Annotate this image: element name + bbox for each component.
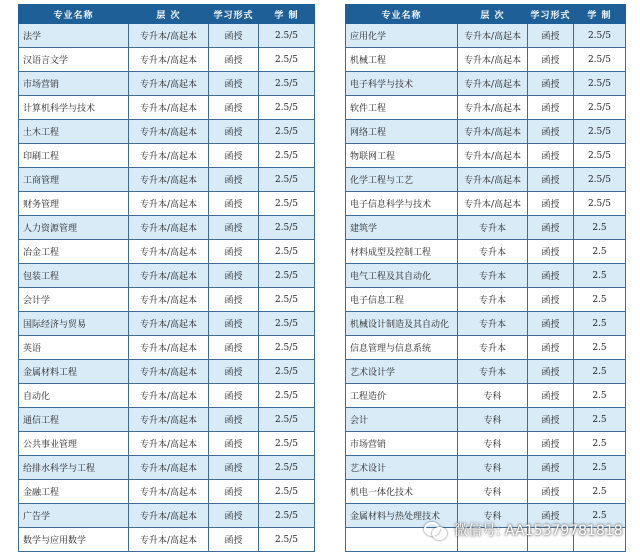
duration-cell: 2.5: [574, 456, 626, 480]
level-cell: 专科: [458, 504, 528, 528]
table-row: [19, 336, 315, 360]
major-name-cell: 会计学: [19, 288, 129, 312]
level-cell: 专升本/高起本: [129, 240, 209, 264]
duration-cell: 2.5/5: [574, 72, 626, 96]
level-cell: 专升本/高起本: [129, 96, 209, 120]
study-form-cell: 函授: [528, 216, 574, 240]
level-cell: 专升本: [458, 216, 528, 240]
header-level: 层 次: [129, 5, 209, 24]
duration-cell: 2.5/5: [259, 360, 315, 384]
duration-cell: 2.5/5: [259, 216, 315, 240]
study-form-cell: 函授: [209, 336, 259, 360]
duration-cell: 2.5: [574, 240, 626, 264]
header-duration: 学 制: [259, 5, 315, 24]
study-form-cell: 函授: [209, 216, 259, 240]
duration-cell: 2.5/5: [574, 24, 626, 48]
study-form-cell: 函授: [209, 480, 259, 504]
major-name-cell: 通信工程: [19, 408, 129, 432]
major-name-cell: 艺术设计: [346, 456, 458, 480]
study-form-cell: 函授: [209, 432, 259, 456]
table-row: [19, 528, 315, 552]
major-name-cell: 电子信息科学与技术: [346, 192, 458, 216]
right-header-row: [346, 5, 626, 24]
table-row: [19, 408, 315, 432]
major-name-cell: 会计: [346, 408, 458, 432]
table-row: [19, 192, 315, 216]
table-row: [19, 144, 315, 168]
study-form-cell: 函授: [209, 24, 259, 48]
major-name-cell: 金属材料与热处理技术: [346, 504, 458, 528]
study-form-cell: 函授: [528, 408, 574, 432]
study-form-cell: 函授: [528, 360, 574, 384]
level-cell: 专升本/高起本: [129, 312, 209, 336]
watermark-text: 微信号: AA15379781818: [454, 523, 623, 539]
duration-cell: 2.5/5: [574, 192, 626, 216]
study-form-cell: 函授: [209, 96, 259, 120]
table-row: [346, 408, 626, 432]
major-name-cell: 公共事业管理: [19, 432, 129, 456]
level-cell: 专升本/高起本: [129, 384, 209, 408]
level-cell: 专升本/高起本: [129, 432, 209, 456]
table-row: [346, 456, 626, 480]
table-row: [346, 120, 626, 144]
major-name-cell: 机电一体化技术: [346, 480, 458, 504]
major-name-cell: 艺术设计学: [346, 360, 458, 384]
duration-cell: 2.5/5: [259, 240, 315, 264]
table-row: [19, 312, 315, 336]
study-form-cell: 函授: [528, 264, 574, 288]
level-cell: 专升本/高起本: [129, 216, 209, 240]
table-row: [346, 96, 626, 120]
major-name-cell: 国际经济与贸易: [19, 312, 129, 336]
major-name-cell: 建筑学: [346, 216, 458, 240]
major-name-cell: 计算机科学与技术: [19, 96, 129, 120]
table-row: [19, 432, 315, 456]
level-cell: 专升本/高起本: [458, 96, 528, 120]
study-form-cell: 函授: [209, 528, 259, 552]
study-form-cell: 函授: [209, 264, 259, 288]
study-form-cell: 函授: [209, 120, 259, 144]
duration-cell: 2.5: [574, 360, 626, 384]
table-row: [346, 192, 626, 216]
major-name-cell: 电子科学与技术: [346, 72, 458, 96]
major-name-cell: 机械工程: [346, 48, 458, 72]
table-row: [346, 336, 626, 360]
level-cell: 专科: [458, 480, 528, 504]
major-name-cell: 数学与应用数学: [19, 528, 129, 552]
duration-cell: 2.5/5: [259, 312, 315, 336]
level-cell: 专升本/高起本: [129, 504, 209, 528]
table-row: [346, 240, 626, 264]
study-form-cell: 函授: [528, 72, 574, 96]
table-row: [19, 24, 315, 48]
left-header-row: [19, 5, 315, 24]
level-cell: 专升本/高起本: [129, 72, 209, 96]
duration-cell: 2.5/5: [574, 168, 626, 192]
level-cell: 专升本/高起本: [129, 264, 209, 288]
duration-cell: 2.5/5: [259, 168, 315, 192]
duration-cell: 2.5: [574, 384, 626, 408]
duration-cell: 2.5: [574, 408, 626, 432]
duration-cell: 2.5/5: [259, 432, 315, 456]
level-cell: 专升本: [458, 240, 528, 264]
study-form-cell: 函授: [209, 240, 259, 264]
duration-cell: 2.5/5: [259, 120, 315, 144]
study-form-cell: 函授: [209, 312, 259, 336]
study-form-cell: 函授: [209, 144, 259, 168]
duration-cell: 2.5/5: [259, 192, 315, 216]
table-row: [19, 168, 315, 192]
level-cell: 专科: [458, 456, 528, 480]
table-row: [19, 240, 315, 264]
study-form-cell: 函授: [528, 120, 574, 144]
study-form-cell: 函授: [528, 96, 574, 120]
header-study-form: 学习形式: [528, 5, 574, 24]
level-cell: 专升本/高起本: [129, 480, 209, 504]
major-name-cell: 法学: [19, 24, 129, 48]
level-cell: 专升本/高起本: [458, 192, 528, 216]
study-form-cell: 函授: [209, 168, 259, 192]
level-cell: 专升本/高起本: [129, 120, 209, 144]
level-cell: 专升本/高起本: [458, 48, 528, 72]
study-form-cell: 函授: [528, 384, 574, 408]
major-name-cell: 金融工程: [19, 480, 129, 504]
table-row: [346, 312, 626, 336]
study-form-cell: 函授: [209, 192, 259, 216]
right-program-table: [345, 4, 626, 552]
table-row: [19, 384, 315, 408]
duration-cell: 2.5: [574, 480, 626, 504]
duration-cell: 2.5: [574, 312, 626, 336]
header-level: 层 次: [458, 5, 528, 24]
table-row: [19, 72, 315, 96]
table-row: [346, 216, 626, 240]
study-form-cell: 函授: [209, 504, 259, 528]
table-row: [19, 288, 315, 312]
table-row: [346, 480, 626, 504]
study-form-cell: 函授: [209, 384, 259, 408]
level-cell: 专升本/高起本: [458, 144, 528, 168]
major-name-cell: 包装工程: [19, 264, 129, 288]
level-cell: 专升本/高起本: [129, 528, 209, 552]
level-cell: 专升本/高起本: [129, 360, 209, 384]
study-form-cell: 函授: [528, 456, 574, 480]
major-name-cell: 物联网工程: [346, 144, 458, 168]
study-form-cell: 函授: [528, 144, 574, 168]
major-name-cell: 应用化学: [346, 24, 458, 48]
major-name-cell: 电气工程及其自动化: [346, 264, 458, 288]
major-name-cell: 电子信息工程: [346, 288, 458, 312]
duration-cell: 2.5/5: [259, 288, 315, 312]
study-form-cell: 函授: [528, 168, 574, 192]
study-form-cell: 函授: [209, 456, 259, 480]
level-cell: 专升本/高起本: [129, 48, 209, 72]
table-row: [346, 264, 626, 288]
duration-cell: 2.5/5: [574, 144, 626, 168]
level-cell: 专升本/高起本: [129, 288, 209, 312]
duration-cell: 2.5/5: [259, 264, 315, 288]
major-name-cell: 化学工程与工艺: [346, 168, 458, 192]
major-name-cell: 给排水科学与工程: [19, 456, 129, 480]
table-row: [19, 216, 315, 240]
level-cell: 专科: [458, 384, 528, 408]
study-form-cell: 函授: [209, 72, 259, 96]
table-row: [346, 168, 626, 192]
level-cell: 专升本: [458, 360, 528, 384]
study-form-cell: 函授: [528, 48, 574, 72]
table-row: [19, 96, 315, 120]
major-name-cell: 人力资源管理: [19, 216, 129, 240]
left-program-table: [18, 4, 315, 552]
level-cell: 专升本/高起本: [129, 24, 209, 48]
duration-cell: 2.5/5: [259, 72, 315, 96]
major-name-cell: 市场营销: [19, 72, 129, 96]
duration-cell: 2.5/5: [259, 384, 315, 408]
duration-cell: 2.5/5: [259, 48, 315, 72]
level-cell: 专升本/高起本: [129, 408, 209, 432]
major-name-cell: 金属材料工程: [19, 360, 129, 384]
major-name-cell: 自动化: [19, 384, 129, 408]
major-name-cell: 英语: [19, 336, 129, 360]
level-cell: 专升本/高起本: [129, 456, 209, 480]
study-form-cell: 函授: [528, 504, 574, 528]
study-form-cell: 函授: [528, 480, 574, 504]
header-study-form: 学习形式: [209, 5, 259, 24]
duration-cell: 2.5/5: [574, 96, 626, 120]
table-row: [19, 456, 315, 480]
duration-cell: 2.5/5: [259, 528, 315, 552]
major-name-cell: 冶金工程: [19, 240, 129, 264]
level-cell: 专升本/高起本: [129, 192, 209, 216]
table-row: [346, 384, 626, 408]
duration-cell: 2.5/5: [259, 480, 315, 504]
duration-cell: 2.5/5: [259, 336, 315, 360]
level-cell: 专升本/高起本: [129, 168, 209, 192]
major-name-cell: 网络工程: [346, 120, 458, 144]
duration-cell: 2.5/5: [259, 144, 315, 168]
duration-cell: 2.5: [574, 288, 626, 312]
duration-cell: 2.5/5: [259, 96, 315, 120]
table-row: [19, 480, 315, 504]
level-cell: 专升本/高起本: [458, 24, 528, 48]
header-duration: 学 制: [574, 5, 626, 24]
duration-cell: 2.5/5: [574, 120, 626, 144]
level-cell: 专升本: [458, 264, 528, 288]
table-row: [19, 360, 315, 384]
major-name-cell: 材料成型及控制工程: [346, 240, 458, 264]
header-major-name: 专业名称: [346, 5, 458, 24]
duration-cell: 2.5: [574, 216, 626, 240]
table-row: [346, 144, 626, 168]
level-cell: 专升本: [458, 288, 528, 312]
study-form-cell: 函授: [209, 408, 259, 432]
duration-cell: 2.5: [574, 336, 626, 360]
study-form-cell: 函授: [528, 312, 574, 336]
study-form-cell: 函授: [528, 24, 574, 48]
major-name-cell: 机械设计制造及其自动化: [346, 312, 458, 336]
table-row: [346, 48, 626, 72]
study-form-cell: 函授: [209, 360, 259, 384]
duration-cell: 2.5: [574, 432, 626, 456]
duration-cell: 2.5: [574, 264, 626, 288]
table-row: [19, 48, 315, 72]
table-row: [346, 72, 626, 96]
study-form-cell: 函授: [209, 288, 259, 312]
major-name-cell: 市场营销: [346, 432, 458, 456]
duration-cell: 2.5/5: [259, 456, 315, 480]
level-cell: 专升本/高起本: [458, 72, 528, 96]
major-name-cell: 印刷工程: [19, 144, 129, 168]
duration-cell: 2.5/5: [259, 408, 315, 432]
level-cell: 专科: [458, 408, 528, 432]
major-name-cell: 工程造价: [346, 384, 458, 408]
major-name-cell: 土木工程: [19, 120, 129, 144]
level-cell: 专升本/高起本: [129, 336, 209, 360]
major-name-cell: 软件工程: [346, 96, 458, 120]
study-form-cell: 函授: [528, 336, 574, 360]
table-row: [19, 504, 315, 528]
duration-cell: 2.5/5: [259, 24, 315, 48]
table-row: [19, 120, 315, 144]
major-name-cell: 财务管理: [19, 192, 129, 216]
table-row: [346, 288, 626, 312]
wechat-logo-icon: [424, 520, 448, 540]
study-form-cell: 函授: [528, 240, 574, 264]
table-row: [346, 360, 626, 384]
table-row: [346, 432, 626, 456]
level-cell: 专升本: [458, 336, 528, 360]
wechat-watermark: [424, 517, 634, 543]
header-major-name: 专业名称: [19, 5, 129, 24]
duration-cell: 2.5/5: [574, 48, 626, 72]
duration-cell: 2.5/5: [259, 504, 315, 528]
study-form-cell: 函授: [528, 432, 574, 456]
study-form-cell: 函授: [528, 288, 574, 312]
table-row: [346, 24, 626, 48]
level-cell: 专升本/高起本: [129, 144, 209, 168]
level-cell: 专升本: [458, 312, 528, 336]
duration-cell: 2.5: [574, 504, 626, 528]
major-name-cell: 信息管理与信息系统: [346, 336, 458, 360]
level-cell: 专科: [458, 432, 528, 456]
study-form-cell: 函授: [209, 48, 259, 72]
major-name-cell: 工商管理: [19, 168, 129, 192]
table-row: [19, 264, 315, 288]
major-name-cell: 汉语言文学: [19, 48, 129, 72]
study-form-cell: 函授: [528, 192, 574, 216]
level-cell: 专升本/高起本: [458, 120, 528, 144]
level-cell: 专升本/高起本: [458, 168, 528, 192]
major-name-cell: 广告学: [19, 504, 129, 528]
